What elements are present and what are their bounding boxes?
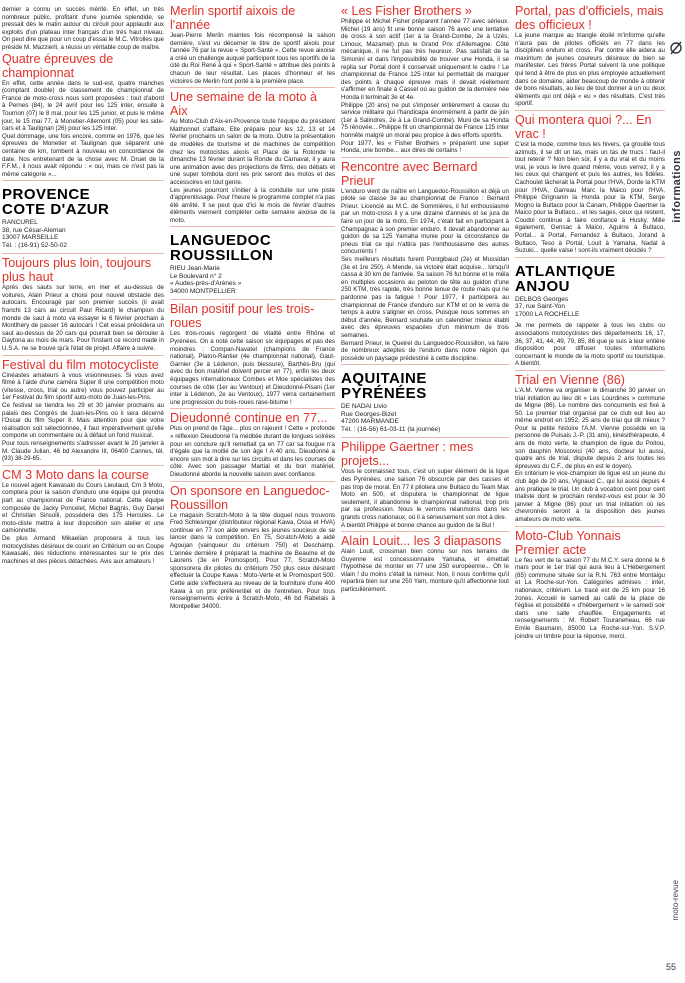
trial-text-2: En critérium le vice-champion de ligue est un jeune du club âgé de 20 ans, Vignaud C., qui lui aussi depuis 4 ans pratique le trial. Un club à vocation cent pour cent trialiste dont le prochain rendez-vous est pour le 30 janvier à Migne (86) pour un trial initiation où les chevronnés seront à la disposition des jeunes amateurs de moto verte. [515,470,665,523]
bilan-title: Bilan positif pour les trois-roues [170,302,315,331]
divider [170,408,335,409]
addr-street: 38, rue César-Aleman [2,226,66,234]
festival-text-3: Pour tous renseignements s'adresser avant le 20 janvier à M. Claude Julian, 46 bd Alexandre III, 06400 Cannes, tél. (93) 38-29-65. [2,439,164,463]
quatre-title: Quatre épreuves de championnat [2,51,114,80]
yonnais-text: Le feu vert de la saison 77 du M.C.Y. sera donné le 6 mars pour le 1er trial qui aura lieu à L'Hébergement (85) commune située sur la R.N. 763 entre Montaigu et La Roche-sur-Yon. Catégories admises : inter, nationaux, critérium. Le tracé est de 25 km pour 16 zones. Accueil le samedi au café de la place de l'église et possibilité « d'hébergement » le samedi soir dans une salle chauffée. Engagements et renseignements : M. Robert Touraneheau, 66 rue Emile Baumann, 85000 La Roche-sur-Yon. S.V.P. joindre un timbre pour la réponse, merci. [515,556,665,640]
yonnais-title: Moto-Club Yonnais Premier acte [515,528,621,557]
portal-text: La jeune marque au triangle étoilé m'informe qu'elle n'aura pas de pilotes officiels en 77 dans les disciplines enduro et cross. Par contre elle aidera au maximum de jeunes coureurs désireux de bien se manifester. Les frères Portal suivent là une politique qui tend à être de plus en plus employée actuellement dans ce domaine, aider beaucoup de monde à obtenir de bons résultats, au lieu de tout donner à un ou deux éléments qui ont déjà « eu » des résultats. C'est très sportif. [515,32,665,108]
page-number: 55 [666,962,677,972]
addr-tel: Tél. : (16-91) 52-50-02 [2,241,68,249]
prieur-text-2: Ses meilleurs résultats furent Pontgibaud (2e) et Mussidan (3e et 1re 250). A Mende, sa victoire était acquise... lorsqu'il cassa à 30 km de l'arrivée. Sa saison 76 fut bonne et le mêla en multiples occasions au peloton de tête au guidon d'une 250 KTM, très rapide, très bonne tenue de route mais qui ne pardonne pas la fatigue ! Pour 1977, il participera au championnat de France d'enduro sur KTM et on le verra de temps à autre s'aligner en cross. Puisque nous sommes en début d'année, Bernard souhaite un calendrier mieux établi avec des épreuves espacées d'un minimum de trois semaines. [341,256,509,339]
festival-text-2: Ce festival se tiendra les 29 et 30 janvier prochains au palais des Congrès de Juan-les-Pins où il sera décerné l'Oscar du film Super 8. Mais attention pour que votre réalisation soit sélectionnée, il faut impérativement qu'elle comporte un commentaire ou à défaut un fond musical. [2,402,164,440]
divider [515,257,665,258]
addr-name: RANCUREL [2,219,38,227]
dieudonne-text: Plus on prend de l'âge... plus on rajeunit ! Cette « profonde » réflexion Dieudonné l'a méditée durant de longues soirées pour en conclure qu'il remettait ça en 77 car sa fougue n'a d'égale que la moitié de son âge ! A 40 ans, Dieudonné a encore son mot à dire sur les circuits et dans les courses de côte. Avec son passager Martial et du bon matériel, Dieudonné aborde la nouvelle saison avec confiance. [170,425,335,478]
divider [341,364,509,365]
gaertner-title: Philippe Gaertner : mes projets... [341,440,474,469]
semaine-title: Une semaine de la moto à Aix [170,90,318,119]
trial-text-1: L'A.M. Vienne va organiser le dimanche 30 janvier un trial initiation au lieu dit « Les Lourdines » commune de Migne (86). Le nombre des concurrents est fixé à 50. Le premier trial organisé par ce club eut lieu au même endroit en 1952, 25 ans de trial qui dit mieux ? Pour la petite histoire l'A.M. Vienne possède en la personne de Puisais J.-P. (31 ans), kinésithérapeute, 4 ans de moto verte, le champion de ligue du Poitou, son dauphin Moscovici (40 ans, docteur lui aussi, quatre ans de trial, dispute depuis 2 ans toutes les épreuves du C.F., de plus en est le doyen). [515,386,665,470]
dieudonne-title: Dieudonné continue en 77... [170,411,328,426]
prieur-title: Rencontre avec Bernard Prieur [341,159,478,188]
addr-street: 37, rue Saint-Yon [515,303,565,311]
addr-street: Le Boulevard n° 2 [170,272,222,280]
region-title-line1: ATLANTIQUE [515,262,616,280]
gaertner-text-2: A bientôt Philippe et bonne chance au guidon de la Bul ! [341,521,495,529]
region-title-line1: PROVENCE [2,186,91,204]
correspondent-address [341,403,509,433]
region-title-line2: COTE D'AZUR [2,201,110,219]
gaertner-text: Vous le connaissez tous, c'est un super élément de la ligue des Pyrénées, une saison 76 obscurcie par des casses et pas trop de moral. En 77 il pilotera une Bultaco du Team Max Moto en 500, et disputera le championnat de ligue seulement, il abandonne le championnat national, trop pris par sa profession. Nous le verrons néanmoins dans les grands cross nationaux, où il a sérieusement son mot à dire. [341,468,509,521]
quatre-text-1: En effet, cette année dans le sud-est, quatre manches (comptant double) de classement de championnat de France de moto-cross nous sont proposées : tout d'abord à Pernes (84), le 24 avril pour les 125 inter, ensuite à Tournon (07) le 8 mai, pour les 125 junior, et puis le même jour, le 15 mai 77, à Monetier-Allemont (05) pour les side-cars et à Taulignan (26) pour les 125 inter. [2,79,164,133]
portal-title: Portal, pas d'officiels, mais des officieux ! [515,4,664,32]
divider [515,110,665,111]
intro-text: dernier a connu un succès mérité. En effet, un très nombreux public, profitant d'une journée splendide, se pressait dès le matin autour du circuit pour applaudir aux exploits d'un plateau inter français d'un très haut niveau. On peut dire que pour un coup d'essai le M.C. Vitrolles que préside M. Mazzierli, a réussi un véritable coup de maître. [2,6,164,51]
region-title-line1: LANGUEDOC [170,232,272,250]
region-title-line1: AQUITAINE [341,370,427,388]
divider [170,226,335,227]
divider [170,481,335,482]
festival-title: Festival du film motocycliste [2,357,159,372]
addr-street-2: « Audes-près-d'Arènes » [170,280,242,288]
addr-city: 13007 MARSEILLE [2,234,59,242]
rappel-text: Je me permets de rappeler à tous les clubs ou associations motocyclistes des départements 16, 17, 36, 37, 41, 44, 49, 79, 85, 86 que je suis à leur entière disposition pour diffuser toutes informations concernant le monde de la moto sportif ou touristique. A bientôt. [515,322,665,368]
divider [2,355,164,356]
correspondent-address [2,219,164,249]
sponsor-text: Le magasin Scratch-Moto à la tête duquel nous trouvons Fred Schlesinger (distributeur régional Kawa, Ossa et HVA) continue en 77 son aide envers les jeunes soucieux de se lancer dans la compétition. En 75, Scratch-Moto a aidé Agoujan (vainqueur du critérium 750) et Deschamp. L'année dernière il préparait la machine de Beaume et de Laurens (3e en Promosport). Pour 77, Scratch-Moto sponsorera dix pilotes du critérium 750 plus ceux désirant effectuer la Coupe Kawa : Moto-Verte et le Promosport 500. Cette aide s'effectuera au niveau de la fourniture d'une 400 Kawa à un prix préférentiel et de l'entretien. Pour tous renseignements écrire à Scratch-Moto, 46 bd Rabelais à Montpellier 34000. [170,511,335,610]
region-title-line2: ROUSSILLON [170,247,274,265]
sponsor-title: On sponsore en Languedoc-Roussillon [170,483,330,512]
divider [341,157,509,158]
correspondent-address [515,296,665,319]
cm3-text-2: De plus Armand Mikaelian proposera à tous les motocyclistes désireux de courir en Critérium ou en Coupe Kawasaki, des réductions intéressantes sur le prix des machines et des pièces détachées. Avis aux amateurs ! [2,534,164,565]
region-atlantique [515,264,665,294]
addr-tel: Tél. : (16-56) 61-03-11 (la journée) [341,425,441,433]
addr-name: DE NADAI Livio [341,403,387,411]
region-aquitaine [341,371,509,401]
addr-city: 17000 LA ROCHELLE [515,310,580,318]
section-label: informations [671,150,683,223]
festival-text-1: Cinéastes amateurs à vous visionneuses. Si vous avez filmé à l'aide d'une caméra Super 8 une compétition moto (vitesse, cross, trial ou autre) vous pouvez participer au 1er Festival du film sportif auto-moto de Juan-les-Pins. [2,371,164,402]
semaine-text-1: Au Moto-Club d'Aix-en-Provence toute l'équipe du président Mathonnet s'affaire. Elle prépare pour les 12, 13 et 14 février prochains un salon de la moto. Outre la présentation de modèles de tourisme et de machines de compétition chez les motocistes aixois et Place de la Rotonde le dimanche 13 février durant la Ronde du Carnaval, il y aura une animation avec des projections de films, des débats et une super tombola dont les prix seront des motos et des accessoires en tout genre. [170,118,335,186]
quatre-text-2: Quel dommage, une fois encore, comme en 1976, que les épreuves de Monetier et Taulignan que séparent une centaine de km, tombent à nouveau en concordance de date. Nos entretenant de la chose avec M. Druet de la F.F.M., il nous avait répondu : « oui, mais ce n'est pas la même catégorie »... [2,132,164,178]
sidebar [667,0,685,983]
divider [515,526,665,527]
region-title-line2: PYRÉNÉES [341,385,427,403]
fisher-text-1: Philippe et Michel Fisher préparent l'année 77 avec sérieux. Michel (19 ans) fit une bonne saison 76 avec une tentative de cross à son actif (1er à la Grand-Combe, 2e à Uzès, Limoux, Mazamet) plus le Grand Prix d'Allemagne. Côté mécanique, il ne fut pas très heureux. Pas satisfait de la Simonini et dans l'impossibilité de trouver une Honda, il se replia sur Portal dont il conservait uniquement le cadre ! Le championnat de France 125 inter lui permettait de marquer des points à chaque épreuve mais il devait réellement s'affirmer en finale à Cassel où au guidon de la dernière née Honda il terminait 3e et 4e. [341,18,509,101]
merlin-text: Jean-Pierre Merlin maintes fois récompensé la saison dernière, s'est vu décerner le titre de sportif aixois pour l'année 76 par la revue « Sport-Santé ». Cette revue aixoise a créé un challenge auquel participent tous les sportifs de la cité du Roi René à qui « Sport-Santé » attribue des points à chacun de leur résultat. Les places d'honneur et les victoires de Merlin l'ont porté à la première place. [170,32,335,85]
region-languedoc [170,233,335,263]
addr-name: RIEU Jean-Marie [170,265,220,273]
trial-title: Trial en Vienne (86) [515,372,625,387]
toujours-text: Après des sauts sur terre, en mer et au-dessus de voitures, Alain Prieur a choisi pour nouvel obstacle des autocars. Encouragé par son premier succès (il avait franchi 13 cars au circuit Paul Ricard) le champion du monde de saut à moto va essayer le 6 février prochain à Montlhéry de passer 16 autocars ! Cet essai précédera un saut au-dessus de 20 cars qui pourrait bien se dérouler à Daytona au mois de mars. Pour l'instant ce record made in U.S.A. ne se trouve qu'à l'état de projet. Affaire à suivre. [2,284,164,353]
column-2 [170,0,335,610]
fisher-text-3: Pour 1977, les « Fisher Brothers » préparent une super Honda, une bombe... aux dires de certains ! [341,139,509,155]
semaine-text-2: Les jeunes pourront s'initier à la conduite sur une piste d'apprentissage. Pour l'heure le programme complet n'a pas été arrêté. Il se peut que d'ici le mois de février d'autres éléments viennent compléter cette semaine aixoise de la moto. [170,186,335,224]
addr-city: 47200 MARMANDE [341,418,399,426]
moto-revue-logo-icon [669,40,683,56]
qui-text: C'est la mode, comme tous les hivers, ça grouille tous azimuts, il se dit un tas, mais un tas de trucs : faut-il tout retenir ? Non bien sûr, il y a du vrai et du moins vrai, je vous le livre quand même, vous verrez, il y a les ceux qui changent et puis les autres, les fidèles. Cachoulet lâcherait la Portal pour l'HVA, Dorde la KTM pour l'HVA, Garreau Marc la Maico pour l'HVA, Philippe Grignanin la Honda pour la KTM, Serge Mogno la Bultaco pour la Canam, Philippe Gaertner la Maico pour la Bultaco... et les sages, ceux qui restent, Coudol continue à faire confiance à Husky, Mille également, Gensac à Maico, Aguirre à Bultaco, Portal... à Portal, Fernandez à Bultaco, Jorand à Bultaco, Teso à Portal, Louit à Yamaha, Nadal à Suzuki... quelle valse ! sont-ils vraiment décidés ? [515,140,665,255]
louit-title: Alain Louit... les 3 diapasons [341,534,502,549]
divider [2,180,164,181]
addr-street: Rue Georges-Bizet [341,410,397,418]
correspondent-address [170,265,335,295]
addr-name: DELBOS Georges [515,295,569,303]
divider [341,531,509,532]
merlin-title: Merlin sportif aixois de l'année [170,4,296,32]
divider [2,465,164,466]
toujours-title: Toujours plus loin, toujours plus haut [2,256,152,285]
brand-label: moto-revue [671,880,680,921]
cm3-text-1: Le nouvel agent Kawasaki du Cours Lieutaud, Cm 3 Moto, comptera pour la saison d'enduro une équipe qui prendra part au championnat de France national. Cette équipe composée de Jacky Poncelet, Michel Bagnis, Guy Daniel et Christian Sinsolli, possédera des 175 Hercules. Le moto-cliste mettra à leur disposition son atelier et une camionnette. [2,481,164,535]
qui-title: Qui montera quoi ?... En vrac ! [515,112,652,141]
divider [2,253,164,254]
addr-city: 34000 MONTPELLIER [170,287,236,295]
column-1 [0,0,164,565]
divider [170,299,335,300]
region-provence [2,187,164,217]
divider [170,87,335,88]
column-4 [515,0,665,640]
divider [515,370,665,371]
divider [341,437,509,438]
prieur-text-3: Bernard Prieur, le Queirel du Languedoc-Roussillon, va faire de nombreux adeptes de l'enduro dans notre région qui possède un paysage prédestiné à cette discipline. [341,339,509,362]
region-title-line2: ANJOU [515,277,571,295]
cm3-title: CM 3 Moto dans la course [2,467,149,482]
louit-text: Alain Louit, crossman bien connu sur nos terrains de Guyenne est concessionnaire Yamaha, et émettait l'hypothèse de monter en 77 une 250 européenne... Oh le vilain ! du moins c'était la rumeur. Non, il nous confirme qu'il repartira bien sur une 250 Yam, monture qu'il affectionne tout particulièrement. [341,548,509,594]
bilan-text: Les trois-roues regorgent de vitalité entre Rhône et Pyrénées. On a noté cette saison six équipages et pas des moindres : Compan-Navatel (champions de France national), Platon-Rantier (4e championnat national), Gaut-Garnier (3e à Lédenon, puis blessure), Barthès-Bru (qui avec du bon matériel doivent percer en 77), enfin les deux équipages internationaux Combes et Moe spécialistes des courses de côte (1er au Ventoux) et Dieudonné-Pisani (1er inter à Lédenon, 2e au Ventoux), 1977 verra certainement une progression du trois-roues rase-bitume ! [170,330,335,406]
fisher-text-2: Philippe (20 ans) ne put s'imposer entièrement à cause du service militaire qui l'handicapa énormément à partir de juin (1er à Salindres, 2e à La Grand-Combe). Muni de sa Honda 75 rénovée... Philippe fit un championnat de France 125 inter honnête malgré un moral peu propice à des efforts sportifs. [341,101,509,139]
prieur-text-1: L'enduro vient de naître en Languedoc-Roussillon et déjà un pilote se classe 3e au championnat de France : Bernard Prieur. Licencié au M.C. de Sommières, il fut enthousiasmé par un moto-cross il y a une dizaine d'années et se jura de faire un jour de la moto. En 1974, c'était fait en participant à Champagnac à son premier enduro. Il devait abandonner au guidon de sa 125 Yamaha munie pour la circonstance de pneus trial ce qui n'attira pas l'enthousiasme des autres concurrents ! [341,187,509,256]
fisher-title: « Les Fisher Brothers » [341,4,472,18]
column-3 [341,0,509,594]
